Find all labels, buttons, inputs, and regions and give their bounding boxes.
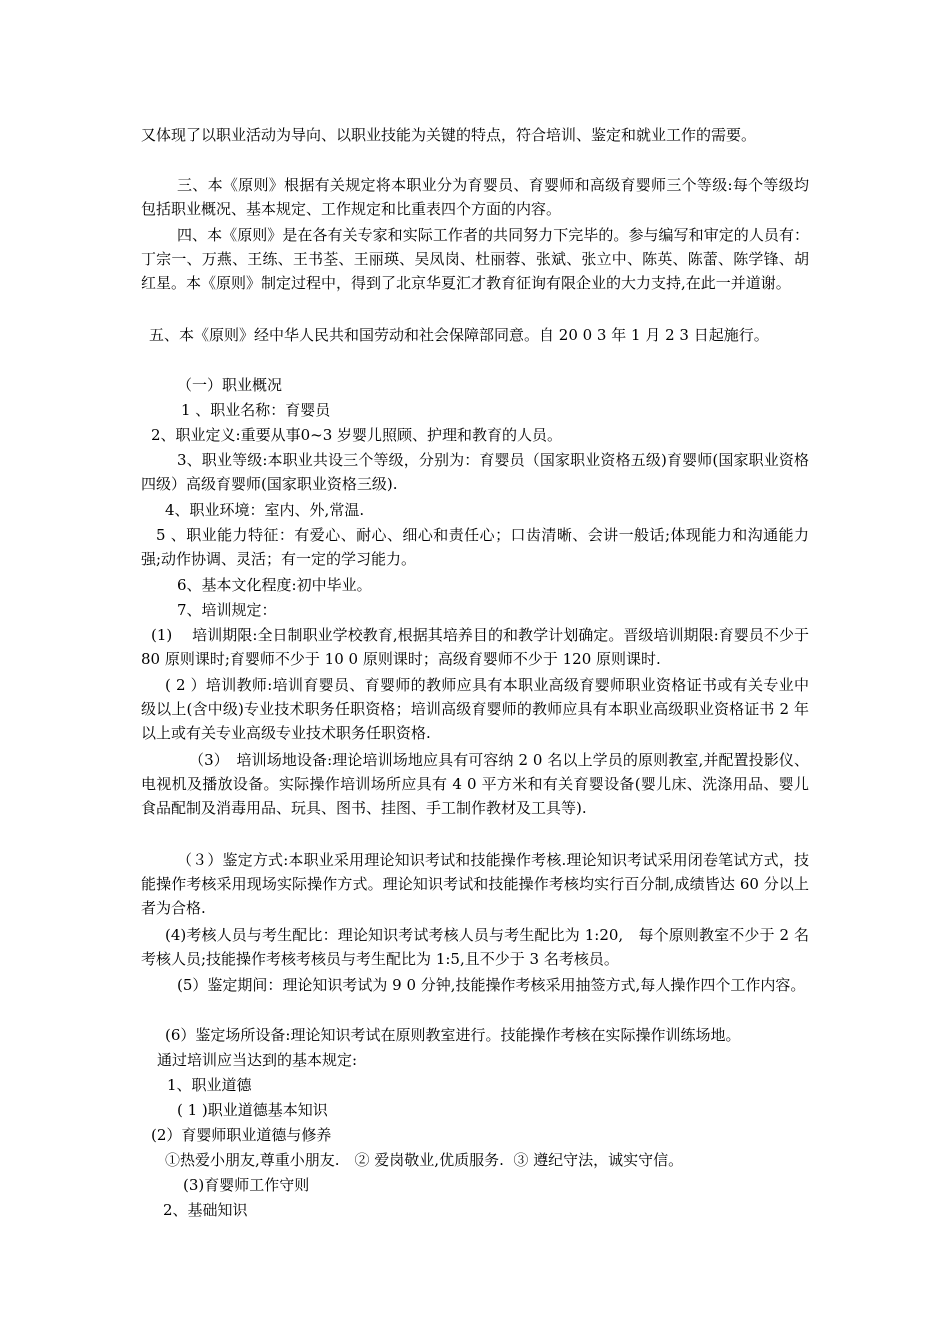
paragraph-examiner-ratio: (4)考核人员与考生配比：理论知识考试考核人员与考生配比为 1:20, 每个原则教室不少于 2 名考核人员;技能操作考核考核员与考生配比为 1:5,且不少于 3 名考核员。 — [141, 926, 809, 968]
paragraph-assessment-method: （３）鉴定方式:本职业采用理论知识考试和技能操作考核.理论知识考试采用闭卷笔试方式，技能操作考核采用现场实际操作方式。理论知识考试和技能操作考核均实行百分制,成绩皆达 60 分以上者为合格. — [141, 851, 809, 917]
paragraph-occupation-definition: 2、职业定义:重要从事0~3 岁婴儿照顾、护理和教育的人员。 — [151, 426, 563, 444]
paragraph-item-four: 四、本《原则》是在各有关专家和实际工作者的共同努力下完毕的。参与编写和审定的人员有：丁宗一、万燕、王练、王书荃、王丽瑛、吴凤岗、杜丽蓉、张斌、张立中、陈英、陈蕾、陈学锋、胡红星。本《原则》制定过程中，得到了北京华夏汇才教育征询有限企业的大力支持,在此一并道谢。 — [141, 226, 809, 292]
paragraph-assessment-venue: (6）鉴定场所设备:理论知识考试在原则教室进行。技能操作考核在实际操作训练场地。 — [165, 1026, 741, 1044]
paragraph-training-facilities: （3） 培训场地设备:理论培训场地应具有可容纳 2 0 名以上学员的原则教室,并配置投影仪、电视机及播放设备。实际操作培训场所应具有 4 0 平方米和有关育婴设备(婴儿床、洗涤用品、婴儿食品配制及消毒用品、玩具、图书、挂图、手工制作教材及工具等). — [141, 751, 809, 817]
paragraph-occupation-environment: 4、职业环境：室内、外,常温. — [165, 501, 365, 519]
paragraph-ethics-points: ①热爱小朋友,尊重小朋友. ② 爱岗敬业,优质服务. ③ 遵纪守法，诚实守信。 — [165, 1151, 684, 1169]
paragraph-occupation-levels: 3、职业等级:本职业共设三个等级，分别为：育婴员（国家职业资格五级)育婴师(国家职业资格四级）高级育婴师(国家职业资格三级). — [141, 451, 809, 493]
heading-work-rules: (3)育婴师工作守则 — [183, 1176, 310, 1194]
section-heading-occupation-overview: （一）职业概况 — [177, 376, 283, 394]
heading-ethics-basics: ( 1 )职业道德基本知识 — [177, 1101, 328, 1119]
paragraph-training-period: (1) 培训期限:全日制职业学校教育,根据其培养目的和教学计划确定。晋级培训期限:育婴员不少于 80 原则课时;育婴师不少于 10 0 原则课时；高级育婴师不少于 120 原则课时. — [141, 626, 809, 668]
paragraph-item-three: 三、本《原则》根据有关规定将本职业分为育婴员、育婴师和高级育婴师三个等级:每个等级均包括职业概况、基本规定、工作规定和比重表四个方面的内容。 — [141, 176, 809, 218]
heading-basic-knowledge: 2、基础知识 — [163, 1201, 248, 1219]
paragraph-training-requirements: 7、培训规定： — [177, 601, 277, 619]
paragraph-item-five: 五、本《原则》经中华人民共和国劳动和社会保障部同意。自 20 0 3 年 1 月 2 3 日起施行。 — [149, 326, 769, 344]
paragraph-occupation-features: 又体现了以职业活动为导向、以职业技能为关键的特点，符合培训、鉴定和就业工作的需要。 — [141, 126, 757, 144]
paragraph-training-teachers: ( 2 ）培训教师:培训育婴员、育婴师的教师应具有本职业高级育婴师职业资格证书或有关专业中级以上(含中级)专业技术职务任职资格；培训高级育婴师的教师应具有本职业高级职业资格证书 2 年以上或有关专业高级专业技术职务任职资格. — [141, 676, 809, 742]
heading-professional-ethics: 1、职业道德 — [167, 1076, 252, 1094]
paragraph-education-level: 6、基本文化程度:初中毕业。 — [177, 576, 372, 594]
heading-ethics-cultivation: (2）育婴师职业道德与修养 — [151, 1126, 332, 1144]
paragraph-assessment-duration: (5）鉴定期间：理论知识考试为 9 0 分钟,技能操作考核采用抽签方式,每人操作四个工作内容。 — [177, 976, 806, 994]
paragraph-basic-requirements: 通过培训应当达到的基本规定: — [157, 1051, 358, 1069]
paragraph-occupation-name: 1 、职业名称：育婴员 — [181, 401, 331, 419]
paragraph-ability-traits: 5 、职业能力特征：有爱心、耐心、细心和责任心；口齿清晰、会讲一般话;体现能力和沟通能力强;动作协调、灵活；有一定的学习能力。 — [141, 526, 809, 568]
